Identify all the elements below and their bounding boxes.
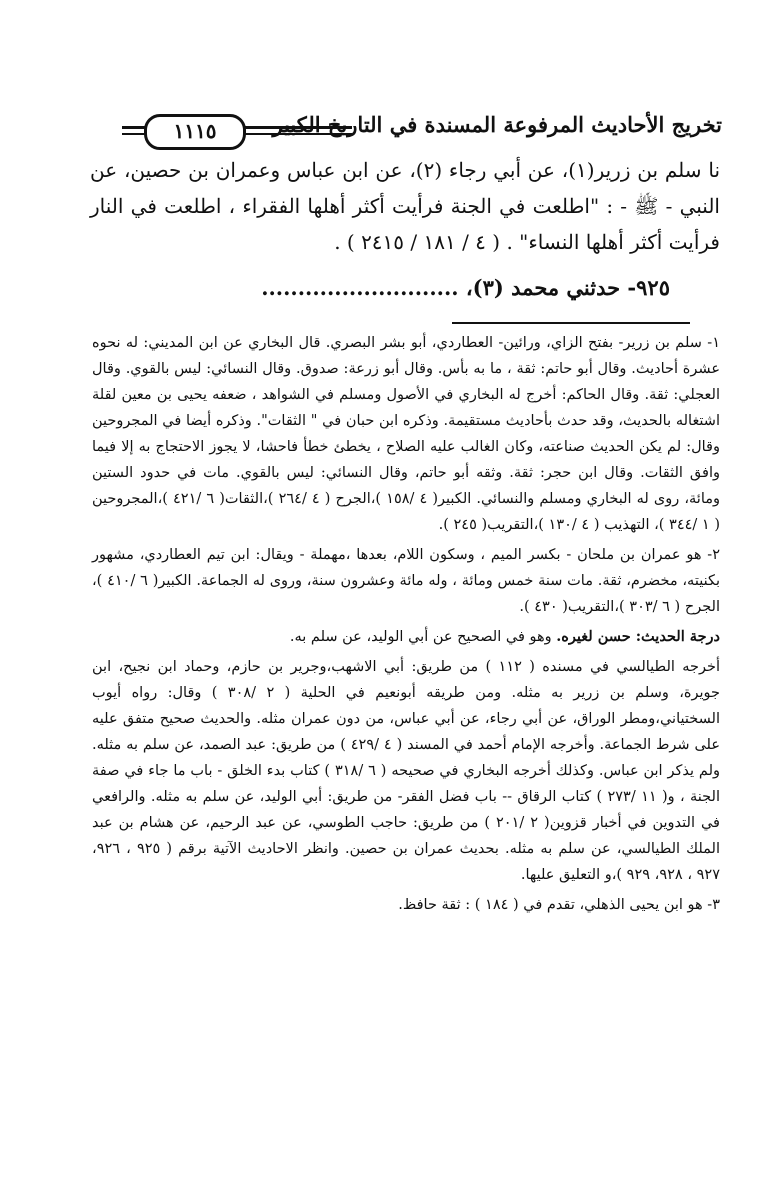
next-hadith-line: ٩٢٥- حدثني محمد (٣)، ...........................	[261, 275, 670, 300]
footnote-separator	[452, 322, 690, 324]
running-title: تخريج الأحاديث المرفوعة المسندة في التاريخ الكبير	[272, 112, 722, 137]
grade-text: وهو في الصحيح عن أبي الوليد، عن سلم به.	[289, 629, 557, 645]
footnotes	[92, 330, 720, 922]
page-header	[122, 108, 722, 152]
footnote-1: ١- سلم بن زرير- بفتح الزاي، ورائين- العطاردي، أبو بشر البصري. قال البخاري عن ابن المديني: له نحوه عشرة أحاديث. وقال أبو حاتم: ثقة ، ما به بأس. وقال أبو زرعة: صدوق. وقال النسائي: ليس بالقوي. وقال العجلي: ثقة. وقال الحاكم: أخرج له البخاري في الأصول ومسلم في الشواهد ، ضعفه يحيى بن معين لقلة اشتغاله بالحديث، وقد حدث بأحاديث مستقيمة. وذكره ابن حبان في " الثقات". وذكره أيضا في المجروحين وقال: لم يكن الحديث صناعته، وكان الغالب عليه الصلاح ، يخطئ خطأ فاحشا، لا يجوز الاحتجاج به إلا فيما وافق الثقات. وقال ابن حجر: ثقة. وثقه أبو حاتم، وقال النسائي: ليس بالقوي. مات في حدود الستين ومائة، روى له البخاري ومسلم والنسائي. الكبير( ٤ /١٥٨ )،الجرح ( ٤ /٢٦٤ )،الثقات( ٦ /٤٢١ )،المجروحين ( ١ /٣٤٤ )، التهذيب ( ٤ /١٣٠ )،التقريب( ٢٤٥ ).	[92, 335, 721, 533]
footnote-3: ٣- هو ابن يحيى الذهلي، تقدم في ( ١٨٤ ) : ثقة حافظ.	[398, 897, 720, 913]
hadith-grade	[92, 624, 720, 650]
hadith-body	[90, 152, 720, 260]
page-number-badge: ١١١٥	[144, 114, 246, 150]
hadith-text: نا سلم بن زرير(١)، عن أبي رجاء (٢)، عن ابن عباس وعمران بن حصين، عن النبي - ﷺ - : "اطلعت في الجنة فرأيت أكثر أهلها الفقراء ، اطلعت في النار فرأيت أكثر أهلها النساء" . ( ٤ / ١٨١ / ٢٤١٥ ) .	[90, 158, 721, 254]
takhrij-paragraph: أخرجه الطيالسي في مسنده ( ١١٢ ) من طريق: أبي الاشهب،وجرير بن حازم، وحماد ابن نجيح، ابن جويرة، وسلم بن زرير به مثله. ومن طريقه أبونعيم في الحلية ( ٢ /٣٠٨ ) وقال: رواه أيوب السختياني،ومطر الوراق، عن أبي رجاء، عن أبي عباس، من دون عمران مثله. والحديث صحيح متفق عليه على شرط الجماعة. وأخرجه الإمام أحمد في المسند ( ٤ /٤٢٩ ) من طريق: عبد الصمد، عن سلم به مثله. ولم يذكر ابن عباس. وكذلك أخرجه البخاري في صحيحه ( ٦ /٣١٨ ) كتاب بدء الخلق - باب ما جاء في صفة الجنة ، و( ١١ /٢٧٣ ) كتاب الرقاق -- باب فضل الفقر- من طريق: أبي الوليد، عن سلم به مثله. والرافعي في التدوين في أخبار قزوين( ٢ /٢٠١ ) من طريق: حاجب الطوسي، عن عبد الرحيم، عن هشام بن عبد الملك الطيالسي، عن سلم به مثله. بحديث عمران بن حصين. وانظر الاحاديث الآتية برقم ( ٩٢٥ ، ٩٢٦، ٩٢٧ ، ٩٢٨، ٩٢٩ )،و التعليق عليها.	[92, 659, 721, 883]
grade-label: درجة الحديث: حسن لغيره.	[556, 628, 720, 645]
footnote-2: ٢- هو عمران بن ملحان - بكسر الميم ، وسكون اللام، بعدها ،مهملة - ويقال: ابن تيم العطاردي، مشهور بكنيته، مخضرم، ثقة. مات سنة خمس ومائة ، وله مائة وعشرون سنة، وروى له الجماعة. الكبير( ٦ /٤١٠ )، الجرح ( ٦ /٣٠٣ )،التقريب( ٤٣٠ ).	[92, 547, 720, 615]
